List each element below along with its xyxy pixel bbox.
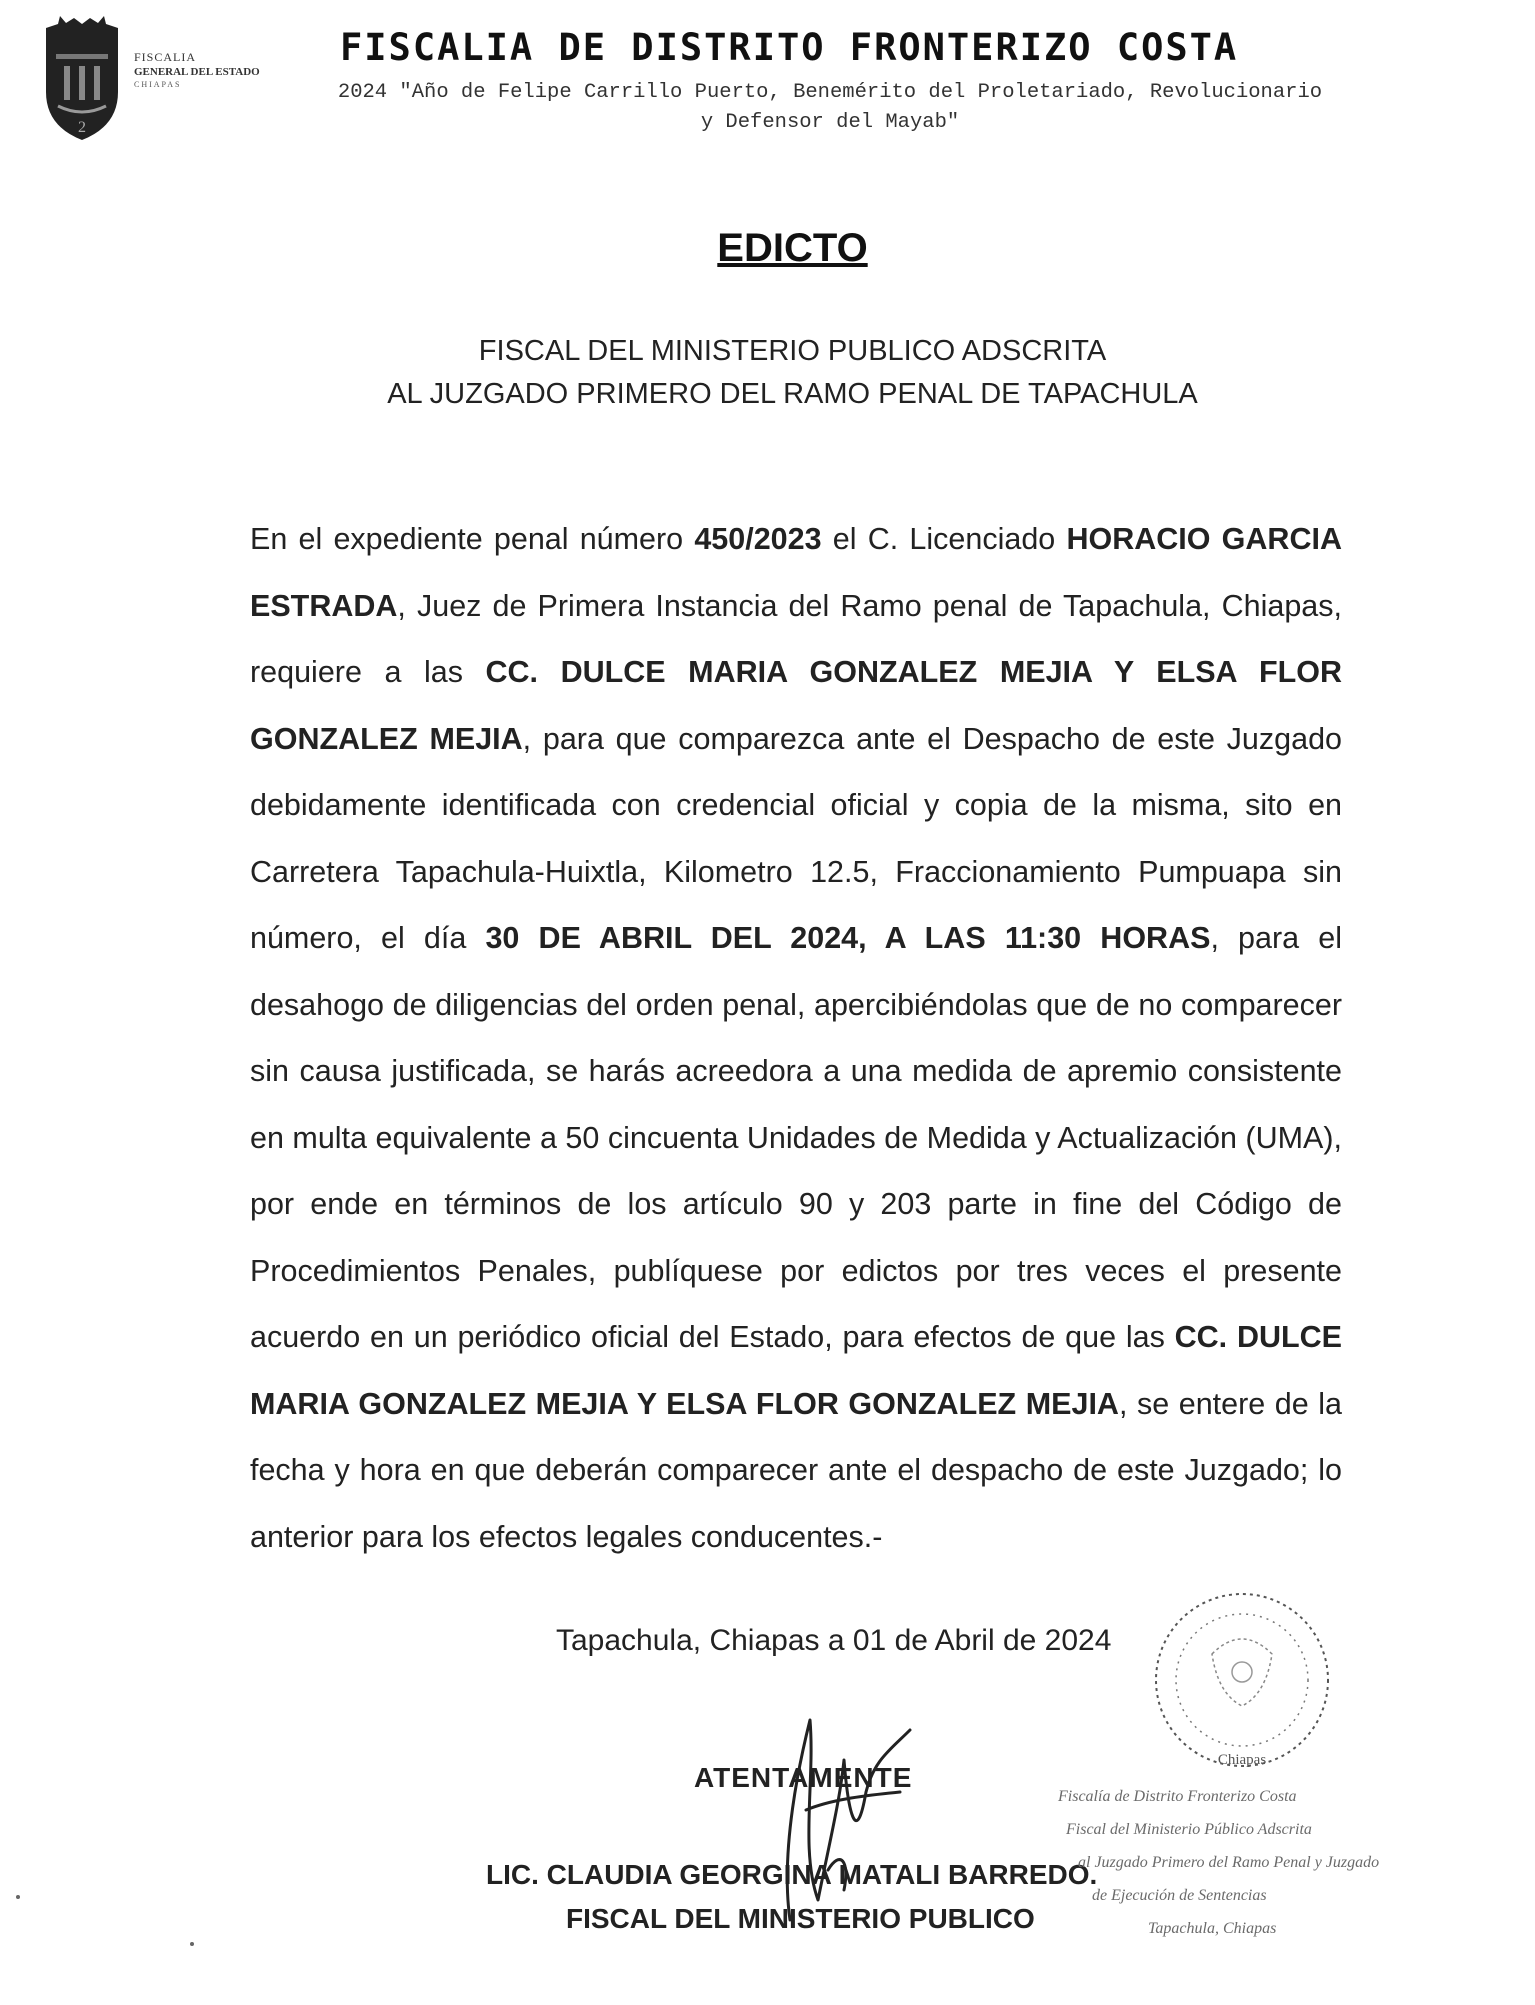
- body-segment: el C. Licenciado: [821, 522, 1067, 556]
- body-segment: , Juez de Primera Instancia del Ramo penal de Tapachula, Chiapas, requiere a las: [250, 588, 1342, 689]
- office-stamp-text: [1052, 1780, 1432, 1945]
- body-segment: , para el desahogo de diligencias del orden penal, apercibiéndolas que de no comparecer sin causa justificada, se harás acreedora a una medida de apremio consistente en multa equivalente a 50 cincuenta Unidades de Medida y Actualización (UMA), por ende en términos de los artículo 90 y 203 parte in fine del Código de Procedimientos Penales, publíquese por edictos por tres veces el presente acuerdo en un periódico oficial del Estado, para efectos de que las: [250, 921, 1342, 1354]
- body-segment: , se entere de la fecha y hora en que deberán comparecer ante el despacho de este Juzgado; lo anterior para los efectos legales conducentes.-: [250, 1386, 1343, 1554]
- case-number: 450/2023: [694, 522, 822, 556]
- shield-icon: [38, 14, 126, 142]
- logo-institution-text: [134, 50, 309, 89]
- summoned-persons: CC. DULCE MARIA GONZALEZ MEJIA Y ELSA FLOR GONZALEZ MEJIA: [250, 1320, 1342, 1421]
- signer-name: LIC. CLAUDIA GEORGINA MATALI BARREDO.: [486, 1859, 1098, 1890]
- logo-text-line: CHIAPAS: [134, 80, 182, 89]
- judge-name: HORACIO GARCIA ESTRADA: [250, 522, 1342, 623]
- place-and-date: Tapachula, Chiapas a 01 de Abril de 2024: [556, 1624, 1112, 1657]
- stamp-line: al Juzgado Primero del Ramo Penal y Juzgado: [1078, 1854, 1380, 1871]
- logo-text-line: GENERAL DEL ESTADO: [134, 66, 260, 78]
- hearing-date-time: 30 DE ABRIL DEL 2024, A LAS 11:30 HORAS: [485, 921, 1211, 955]
- logo-text-line: FISCALIA: [134, 50, 197, 64]
- stamp-line: Tapachula, Chiapas: [1148, 1920, 1277, 1937]
- edict-body: [250, 506, 1342, 1570]
- addressee-line: FISCAL DEL MINISTERIO PUBLICO ADSCRITA: [478, 335, 1107, 367]
- handwritten-signature: [740, 1700, 940, 1930]
- body-segment: , para que comparezca ante el Despacho de este Juzgado debidamente identificada con credencial oficial y copia de la misma, sito en Carretera Tapachula-Huixtla, Kilometro 12.5, Fraccionamiento Pumpuapa sin número, el día: [250, 721, 1342, 955]
- body-segment: En el expediente penal número: [250, 522, 695, 556]
- official-seal-stamp: [1148, 1584, 1336, 1780]
- state-coat-of-arms-logo: [38, 14, 126, 142]
- stamp-line: Fiscal del Ministerio Público Adscrita: [1066, 1821, 1312, 1838]
- svg-text:2: 2: [78, 119, 86, 136]
- seal-icon: [1148, 1584, 1336, 1780]
- closing-salutation: ATENTAMENTE: [694, 1762, 913, 1793]
- stamp-line: de Ejecución de Sentencias: [1092, 1887, 1267, 1904]
- summoned-persons: CC. DULCE MARIA GONZALEZ MEJIA Y ELSA FLOR GONZALEZ MEJIA: [250, 655, 1342, 756]
- addressee-block: [0, 330, 1535, 416]
- stamp-line: Fiscalía de Distrito Fronterizo Costa: [1058, 1788, 1297, 1805]
- seal-text: Chiapas: [1217, 1752, 1267, 1768]
- scan-speck: [16, 1895, 20, 1899]
- scan-speck: [190, 1942, 194, 1946]
- office-title: FISCALIA DE DISTRITO FRONTERIZO COSTA: [340, 26, 1239, 69]
- year-motto: 2024 "Año de Felipe Carrillo Puerto, Benemérito del Proletariado, Revolucionario y Defensor del Mayab": [337, 81, 1323, 134]
- addressee-line: AL JUZGADO PRIMERO DEL RAMO PENAL DE TAPACHULA: [387, 378, 1198, 410]
- document-heading: EDICTO: [717, 226, 868, 270]
- signer-title: FISCAL DEL MINISTERIO PUBLICO: [566, 1903, 1035, 1934]
